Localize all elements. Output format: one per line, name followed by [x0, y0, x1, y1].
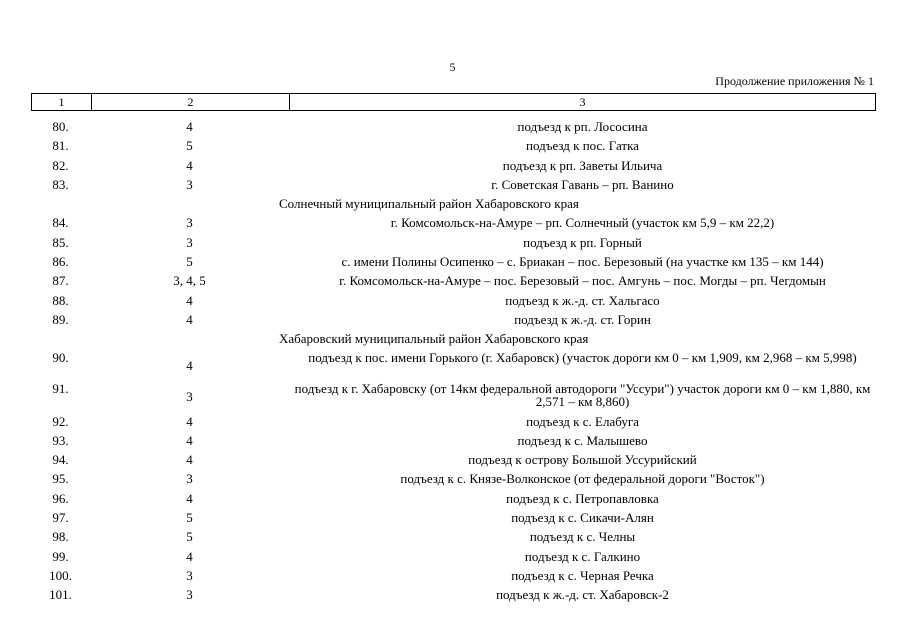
road-name: подъезд к с. Малышево: [517, 432, 648, 448]
row-number: 94.: [52, 452, 69, 468]
road-category: 4: [186, 432, 193, 448]
road-category: 3: [186, 567, 193, 583]
row-number: 96.: [52, 490, 69, 506]
row-number: 81.: [52, 138, 69, 154]
table-row: [31, 380, 876, 412]
road-category: 5: [186, 510, 193, 526]
row-number: 91.: [52, 381, 69, 397]
row-number: 92.: [52, 413, 69, 429]
table-row: [31, 291, 876, 310]
row-number: 82.: [52, 157, 69, 173]
road-name: подъезд к пос. Гатка: [526, 138, 639, 154]
header-col-3: 3: [579, 95, 586, 109]
table-row: [31, 117, 876, 136]
road-name: подъезд к с. Сикачи-Алян: [511, 510, 654, 526]
table-row: [31, 349, 876, 381]
road-name: подъезд к пос. имени Горького (г. Хабаровск) (участок дороги км 0 – км 1,909, км 2,968 – км 5,998): [308, 349, 857, 365]
section-title: Солнечный муниципальный район Хабаровского края: [279, 196, 579, 212]
table-row: [31, 213, 876, 232]
row-number: 86.: [52, 254, 69, 270]
road-category: 4: [186, 452, 193, 468]
row-number: 101.: [49, 587, 72, 603]
section-title: Хабаровский муниципальный район Хабаровского края: [279, 331, 589, 347]
table-row: [31, 252, 876, 271]
table-row: [31, 547, 876, 566]
row-number: 88.: [52, 292, 69, 308]
road-category: 3: [186, 389, 193, 405]
road-category: 5: [186, 529, 193, 545]
table-row: [31, 156, 876, 175]
row-number: 95.: [52, 471, 69, 487]
road-name: подъезд к с. Черная Речка: [511, 567, 654, 583]
header-col-1: 1: [32, 94, 92, 110]
road-category: 4: [186, 311, 193, 327]
road-name: подъезд к с. Князе-Волконское (от федеральной дороги "Восток"): [400, 471, 765, 487]
table-row: [31, 271, 876, 290]
table-row: [31, 310, 876, 329]
road-category: 3: [186, 215, 193, 231]
road-name: подъезд к с. Елабуга: [526, 413, 639, 429]
road-category: 3: [186, 234, 193, 250]
road-name: с. имени Полины Осипенко – с. Бриакан – пос. Березовый (на участке км 135 – км 144): [341, 254, 824, 270]
row-number: 98.: [52, 529, 69, 545]
table-row: [31, 412, 876, 431]
road-name: подъезд к рп. Лососина: [517, 119, 648, 134]
table-row: [31, 469, 876, 488]
road-name: подъезд к острову Большой Уссурийский: [468, 452, 697, 468]
road-name: г. Комсомольск-на-Амуре – рп. Солнечный (участок км 5,9 – км 22,2): [390, 215, 775, 231]
road-category: 4: [186, 357, 193, 373]
table-row: [31, 431, 876, 450]
road-name: подъезд к с. Галкино: [524, 548, 641, 564]
table-header: [31, 93, 876, 111]
road-category: 3, 4, 5: [173, 273, 206, 289]
table-row: [31, 136, 876, 155]
road-category: 4: [186, 413, 193, 429]
road-name: подъезд к с. Петропавловка: [506, 490, 659, 506]
road-category: 3: [186, 471, 193, 487]
row-number: 83.: [52, 176, 69, 192]
table-row: [31, 175, 876, 194]
header-col-2: 2: [92, 94, 290, 110]
table-body: [31, 117, 876, 605]
table-row: [31, 566, 876, 585]
row-number: 100.: [49, 567, 72, 583]
row-number: 89.: [52, 311, 69, 327]
road-name: подъезд к ж.-д. ст. Горин: [514, 311, 651, 327]
row-number: 97.: [52, 510, 69, 526]
row-number: 84.: [52, 215, 69, 231]
table-row: [31, 508, 876, 527]
road-category: 4: [186, 548, 193, 564]
road-name: подъезд к г. Хабаровску (от 14км федеральной автодороги "Уссури") участок дороги км 0 – км 1,880, км 2,571 – км 8,860): [294, 381, 871, 410]
row-number: 87.: [52, 273, 69, 289]
row-number: 90.: [52, 349, 69, 365]
road-category: 3: [186, 587, 193, 603]
table-row: [31, 489, 876, 508]
row-number: 99.: [52, 548, 69, 564]
road-category: 4: [186, 119, 193, 134]
road-category: 4: [186, 157, 193, 173]
road-category: 5: [186, 254, 193, 270]
road-category: 4: [186, 292, 193, 308]
row-number: 93.: [52, 432, 69, 448]
road-name: подъезд к рп. Горный: [523, 234, 642, 250]
section-heading: [31, 194, 876, 213]
row-number: 80.: [52, 119, 69, 134]
table-row: [31, 527, 876, 546]
road-name: подъезд к рп. Заветы Ильича: [502, 157, 663, 173]
page-number: 5: [449, 60, 456, 74]
table-row: [31, 233, 876, 252]
row-number: 85.: [52, 234, 69, 250]
road-name: подъезд к ж.-д. ст. Хабаровск-2: [496, 587, 669, 603]
continuation-note: Продолжение приложения № 1: [715, 74, 874, 88]
road-category: 5: [186, 138, 193, 154]
road-category: 3: [186, 176, 193, 192]
road-name: подъезд к ж.-д. ст. Хальгасо: [505, 292, 660, 308]
road-name: подъезд к с. Челны: [529, 529, 636, 545]
table-row: [31, 450, 876, 469]
table-row: [31, 585, 876, 604]
road-category: 4: [186, 490, 193, 506]
road-name: г. Советская Гавань – рп. Ванино: [491, 176, 674, 192]
road-name: г. Комсомольск-на-Амуре – пос. Березовый – пос. Амгунь – пос. Могды – рп. Чегдомын: [339, 273, 826, 289]
section-heading: [31, 329, 876, 348]
